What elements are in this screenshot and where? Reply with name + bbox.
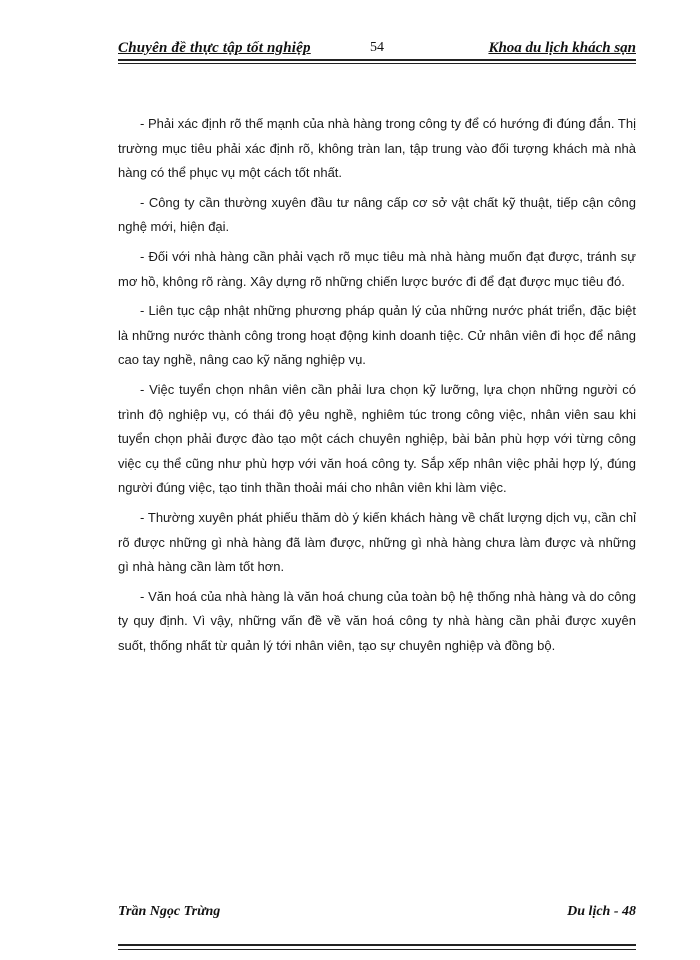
footer-author: Trần Ngọc Trừng <box>118 904 221 919</box>
header-title-left: Chuyên đề thực tập tốt nghiệp <box>118 40 311 56</box>
header-rule-thin <box>118 63 636 64</box>
footer-rule-thin <box>118 949 636 950</box>
paragraph: - Công ty cần thường xuyên đầu tư nâng cấp cơ sở vật chất kỹ thuật, tiếp cận công nghệ mới, hiện đại. <box>118 194 636 235</box>
footer-page-label: Du lịch - 48 <box>567 904 636 919</box>
paragraph: - Thường xuyên phát phiếu thăm dò ý kiến khách hàng về chất lượng dịch vụ, cần chỉ rõ được những gì nhà hàng đã làm được, những gì nhà hàng chưa làm được và những gì nhà hàng cần làm tốt hơn. <box>118 509 636 575</box>
paragraph: - Liên tục cập nhật những phương pháp quản lý của những nước phát triển, đặc biệt là những nước thành công trong hoạt động kinh doanh tiệc. Cử nhân viên đi học để nâng cao tay nghề, nâng cao kỹ năng nghiệp vụ. <box>118 303 636 368</box>
body-text <box>118 112 636 663</box>
page-footer <box>118 904 636 954</box>
header-rule <box>118 59 636 61</box>
page-header <box>118 40 636 64</box>
paragraph: - Đối với nhà hàng cần phải vạch rõ mục tiêu mà nhà hàng muốn đạt được, tránh sự mơ hồ, không rõ ràng. Xây dựng rõ những chiến lược bước đi để đạt được mục tiêu đó. <box>118 248 636 289</box>
header-page-number: 54 <box>370 40 384 55</box>
paragraph: - Văn hoá của nhà hàng là văn hoá chung của toàn bộ hệ thống nhà hàng và do công ty quy định. Vì vậy, những vấn đề về văn hoá công ty nhà hàng cần phải được xuyên suốt, thống nhất từ quản lý tới nhân viên, tạo sự chuyên nghiệp và đồng bộ. <box>118 588 636 653</box>
header-title-right: Khoa du lịch khách sạn <box>488 40 636 56</box>
footer-rule <box>118 944 636 946</box>
paragraph: - Phải xác định rõ thế mạnh của nhà hàng trong công ty để có hướng đi đúng đắn. Thị trường mục tiêu phải xác định rõ, không tràn lan, tập trung vào đối tượng khách mà nhà hàng có thể phục vụ một cách tốt nhất. <box>118 116 636 181</box>
paragraph: - Việc tuyển chọn nhân viên cần phải lưa chọn kỹ lưỡng, lựa chọn những người có trình độ nghiệp vụ, có thái độ yêu nghề, nghiêm túc trong công việc, nhân viên sau khi tuyển chọn phải được đào tạo một cách chuyên nghiệp, bài bản phù hợp với từng công việc cụ thể cũng như phù hợp với văn hoá công ty. Sắp xếp nhân việc phải hợp lý, đúng người đúng việc, tạo tinh thần thoải mái cho nhân viên khi làm việc. <box>118 381 636 496</box>
